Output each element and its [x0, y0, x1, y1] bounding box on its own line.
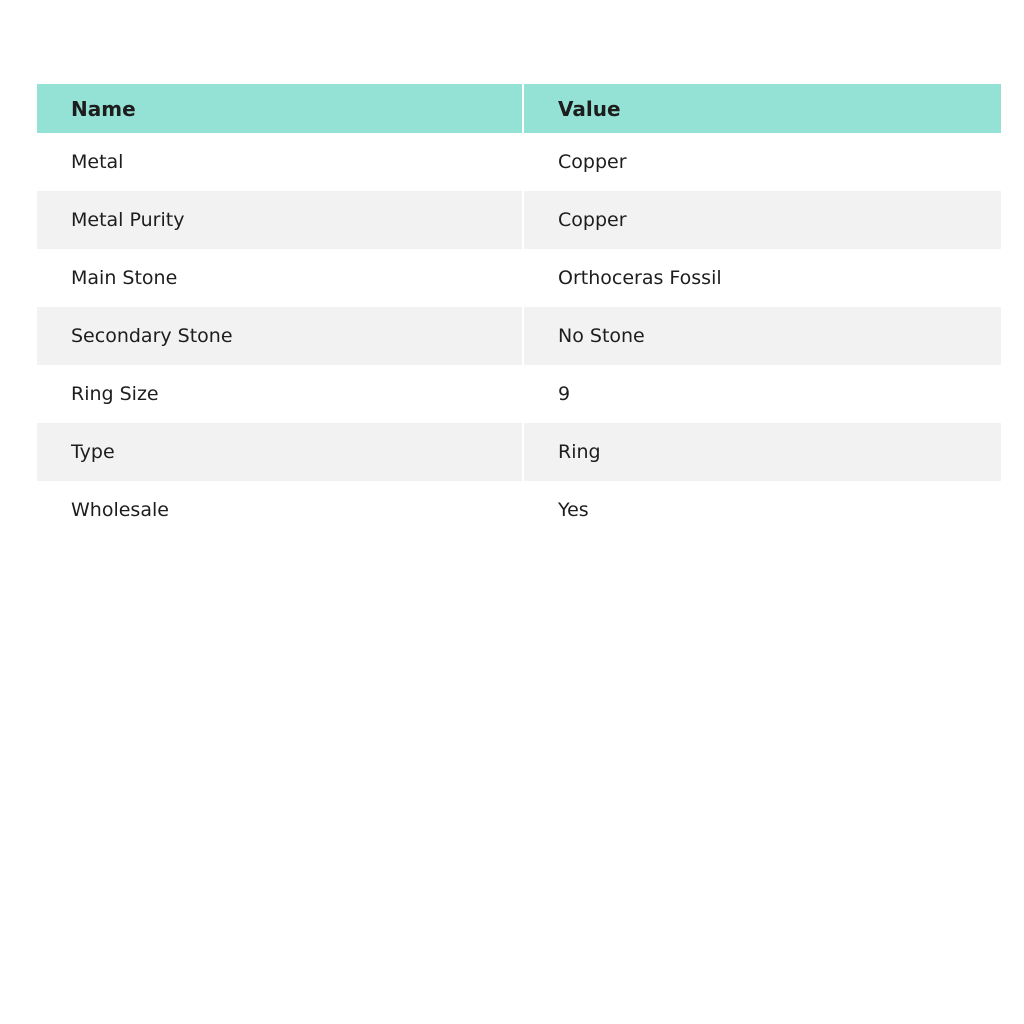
- table-row: [37, 423, 1001, 481]
- table-row: [37, 191, 1001, 249]
- row-value-cell: Copper: [524, 191, 1001, 249]
- row-name-cell: Wholesale: [37, 481, 522, 539]
- row-name-cell: Type: [37, 423, 522, 481]
- table-row: [37, 365, 1001, 423]
- header-name: Name: [37, 84, 522, 133]
- table-row: [37, 481, 1001, 539]
- row-value-cell: Copper: [524, 133, 1001, 191]
- row-value-cell: Yes: [524, 481, 1001, 539]
- row-name-cell: Metal Purity: [37, 191, 522, 249]
- row-value-cell: Orthoceras Fossil: [524, 249, 1001, 307]
- table-row: [37, 307, 1001, 365]
- row-value-cell: 9: [524, 365, 1001, 423]
- row-value-cell: Ring: [524, 423, 1001, 481]
- table-header-row: [37, 84, 1001, 133]
- table-body: [37, 133, 1001, 539]
- product-spec-table: [37, 84, 1001, 539]
- row-value-cell: No Stone: [524, 307, 1001, 365]
- header-value: Value: [524, 84, 1001, 133]
- row-name-cell: Ring Size: [37, 365, 522, 423]
- row-name-cell: Main Stone: [37, 249, 522, 307]
- row-name-cell: Metal: [37, 133, 522, 191]
- row-name-cell: Secondary Stone: [37, 307, 522, 365]
- table-row: [37, 249, 1001, 307]
- table-row: [37, 133, 1001, 191]
